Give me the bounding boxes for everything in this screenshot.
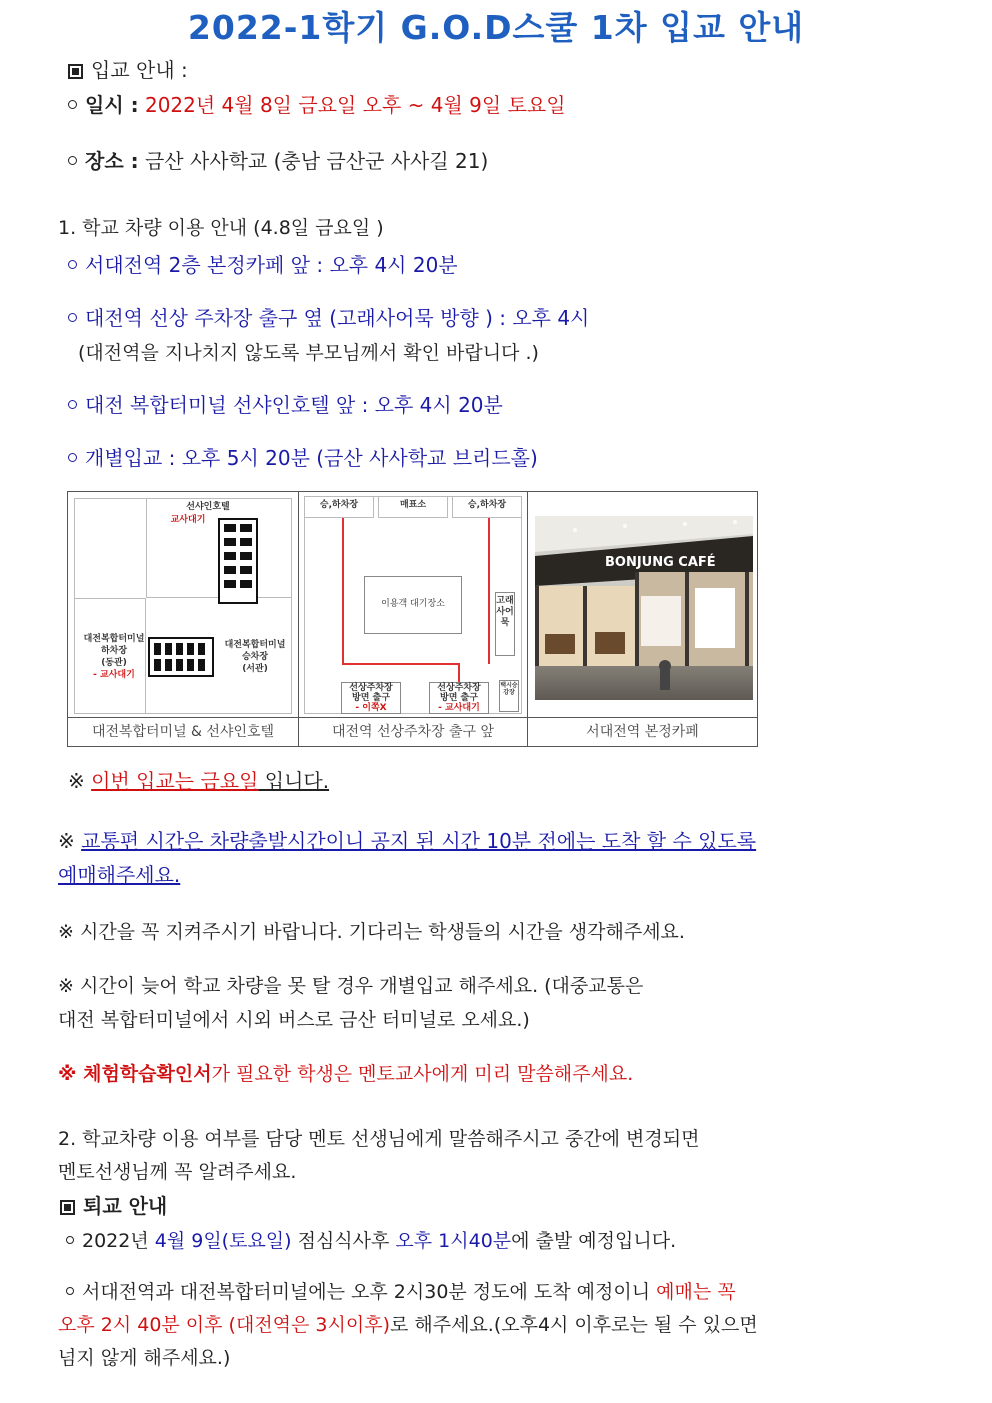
exit-label: 선상주차장: [437, 683, 481, 693]
circle-bullet-icon: [68, 260, 77, 269]
exit-direction-label: 방면 출구: [440, 693, 478, 703]
dropoff-label: 하차장: [100, 646, 128, 656]
hotel-label: 선샤인호텔: [186, 502, 230, 512]
exit-departure: [66, 1226, 676, 1253]
exit-time: 오후 1시40분: [395, 1230, 512, 1252]
entry-heading-text: 입교 안내 :: [91, 58, 188, 82]
circle-bullet-icon: [66, 1287, 74, 1295]
date-label: 일시 :: [85, 93, 139, 117]
note-transport-line1: 교통편 시간은 차량출발시간이니 공지 된 시간 10분 전에는 도착 할 수 있도록: [81, 829, 757, 853]
top-right-label: 승,하차장: [467, 500, 507, 510]
note-transport-line2: 예매해주세요.: [58, 863, 181, 887]
note-time: ※ 시간을 꼭 지켜주시기 바랍니다. 기다리는 학생들의 시간을 생각해주세요.: [58, 921, 685, 943]
ticket-office-label: 매표소: [399, 500, 427, 510]
not-here-label: - 이쪽X: [355, 703, 387, 713]
exit-booking-time: 오후 2시 40분 이후 (대전역은 3시이후): [58, 1314, 390, 1336]
crosswalk-vertical-icon: [218, 518, 258, 604]
note-mark: ※: [58, 829, 82, 853]
note-transport: [58, 825, 756, 854]
top-left-label: 승,하차장: [319, 500, 359, 510]
page-title: 2022-1학기 G.O.D스쿨 1차 입교 안내: [187, 8, 805, 47]
square-bullet-icon: [60, 1200, 75, 1215]
daejeon-station-map: [299, 492, 527, 717]
entry-place: [68, 145, 488, 174]
terminal-west-label: 대전복합터미널: [224, 640, 286, 650]
exit-booking-highlight: 예매는 꼭: [656, 1281, 736, 1303]
date-value: 2022년 4월 8일 금요일 오후 ~ 4월 9일 토요일: [144, 93, 566, 117]
stop-item: [68, 442, 538, 471]
cafe-photo: [528, 492, 757, 717]
exit-direction-label: 방면 출구: [352, 693, 390, 703]
stop-text: 대전역 선상 주차장 출구 옆 (고래사어묵 방향 ) : 오후 4시: [85, 306, 590, 330]
terminal-caption: 대전복합터미널 & 선샤인호텔: [68, 717, 298, 746]
terminal-map: [68, 492, 298, 717]
exit-booking-text: 로 해주세요.(오후4시 이후로는 될 수 있으면: [389, 1314, 758, 1336]
circle-bullet-icon: [68, 156, 77, 165]
pickup-label: 승차장: [241, 652, 269, 662]
exit-booking: [58, 1310, 758, 1337]
certificate-highlight: ※ 체험학습확인서: [58, 1063, 212, 1085]
note-friday: [68, 765, 329, 794]
exit-heading-text: 퇴교 안내: [83, 1194, 168, 1218]
teacher-wait-label: - 교사대기: [438, 703, 480, 713]
entry-heading: [68, 54, 188, 83]
stop-item: [68, 249, 458, 278]
stop-item: [68, 302, 589, 331]
note-friday-suffix: 입니다.: [258, 769, 330, 793]
west-wing-label: (서관): [242, 664, 268, 674]
stop-text: 개별입교 : 오후 5시 20분 (금산 사사학교 브리드홀): [85, 446, 538, 470]
exit-arrival: [66, 1277, 736, 1304]
certificate-text: 가 필요한 학생은 멘토교사에게 미리 말씀해주세요.: [211, 1063, 634, 1085]
taxi-stand-label: 택시승강장: [500, 682, 518, 696]
stop-item: [68, 389, 503, 418]
teacher-wait-label: 교사대기: [170, 515, 206, 525]
circle-bullet-icon: [68, 313, 77, 322]
circle-bullet-icon: [68, 400, 77, 409]
exit-date: 4월 9일(토요일): [154, 1230, 292, 1252]
note-late-line1: ※ 시간이 늦어 학교 차량을 못 탈 경우 개별입교 해주세요. (대중교통은: [58, 975, 644, 997]
waiting-area-label: 이용객 대기장소: [381, 599, 445, 609]
section1-heading: 1. 학교 차량 이용 안내 (4.8일 금요일 ): [58, 217, 384, 239]
bonjung-cafe-photo: [535, 516, 753, 700]
place-label: 장소 :: [85, 149, 139, 173]
note-late-line2: 대전 복합터미널에서 시외 버스로 금산 터미널로 오세요.): [58, 1009, 530, 1031]
stop-text: 대전 복합터미널 선샤인호텔 앞 : 오후 4시 20분: [85, 393, 503, 417]
exit-lunch: 점심식사후: [291, 1230, 396, 1252]
square-bullet-icon: [68, 64, 83, 79]
circle-bullet-icon: [68, 100, 77, 109]
teacher-wait-label: - 교사대기: [93, 670, 135, 680]
exit-label: 선상주차장: [349, 683, 393, 693]
stop2-note: (대전역을 지나치지 않도록 부모님께서 확인 바랍니다 .): [78, 342, 539, 364]
cafe-caption: 서대전역 본정카페: [528, 717, 757, 746]
stop-text: 서대전역 2층 본정카페 앞 : 오후 4시 20분: [85, 253, 458, 277]
place-value: 금산 사사학교 (충남 금산군 사사길 21): [144, 149, 489, 173]
cafe-sign-text: BONJUNG CAFÉ: [605, 555, 716, 570]
exit-heading: [60, 1190, 167, 1219]
section2-line2: 멘토선생님께 꼭 알려주세요.: [58, 1161, 297, 1183]
terminal-east-label: 대전복합터미널: [83, 634, 145, 644]
station-caption: 대전역 선상주차장 출구 앞: [299, 717, 527, 746]
east-wing-label: (동관): [101, 658, 127, 668]
exit-year: 2022년: [82, 1230, 155, 1252]
note-friday-highlight: 이번 입교는 금요일: [91, 769, 259, 793]
crosswalk-horizontal-icon: [148, 637, 214, 677]
circle-bullet-icon: [68, 453, 77, 462]
location-maps-figure: [67, 491, 758, 747]
note-mark: ※: [68, 769, 92, 793]
exit-booking-end: 넘지 않게 해주세요.): [58, 1347, 231, 1369]
entry-date: [68, 89, 566, 118]
exit-arrival-text: 서대전역과 대전복합터미널에는 오후 2시30분 정도에 도착 예정이니: [82, 1281, 657, 1303]
gorae-eomuk-label: 고래사어묵: [496, 596, 514, 628]
section2-line1: 2. 학교차량 이용 여부를 담당 멘토 선생님에게 말씀해주시고 중간에 변경되면: [58, 1128, 700, 1150]
exit-depart-text: 에 출발 예정입니다.: [511, 1230, 677, 1252]
circle-bullet-icon: [66, 1236, 74, 1244]
note-certificate: [58, 1059, 633, 1086]
